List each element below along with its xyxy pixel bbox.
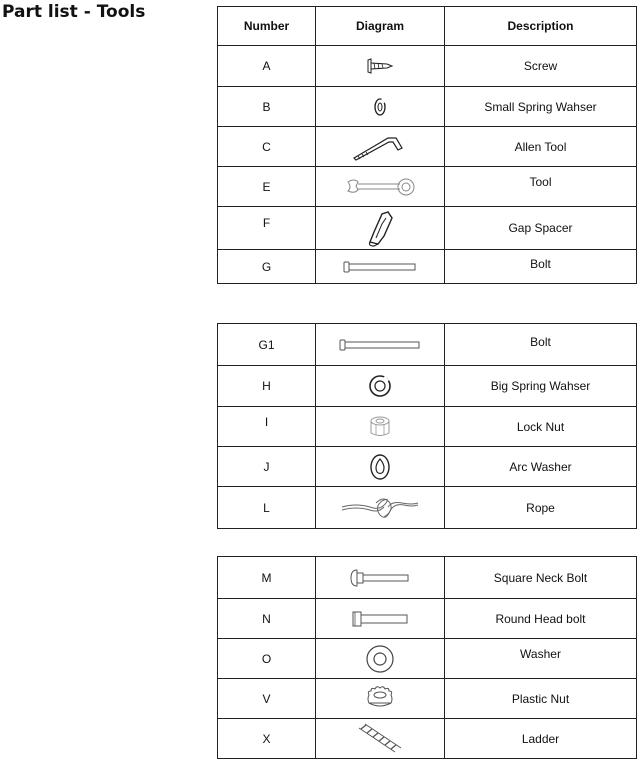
part-diagram: [316, 127, 445, 167]
part-diagram: [316, 599, 445, 639]
part-description: Big Spring Wahser: [445, 366, 637, 407]
part-number: N: [218, 599, 316, 639]
table-row: [218, 87, 637, 127]
part-number: L: [218, 487, 316, 529]
part-number: C: [218, 127, 316, 167]
part-diagram: [316, 167, 445, 207]
table-row: [218, 407, 637, 447]
part-diagram: [316, 719, 445, 759]
plastic-nut-icon: [316, 683, 444, 715]
part-number: H: [218, 366, 316, 407]
table-row: [218, 599, 637, 639]
part-description: Gap Spacer: [445, 207, 637, 250]
bolt-icon: [316, 259, 444, 275]
screw-icon: [316, 55, 444, 77]
part-description: Plastic Nut: [445, 679, 637, 719]
table-row: [218, 447, 637, 487]
part-number: I: [218, 407, 316, 447]
parts-table-3: [217, 556, 637, 759]
big-spring-washer-icon: [316, 372, 444, 400]
part-diagram: [316, 487, 445, 529]
part-description: Ladder: [445, 719, 637, 759]
washer-icon: [316, 643, 444, 675]
part-diagram: [316, 639, 445, 679]
bolt-icon: [316, 337, 444, 353]
table-row: [218, 557, 637, 599]
header-description: Description: [445, 7, 637, 46]
part-description: Round Head bolt: [445, 599, 637, 639]
header-diagram: Diagram: [316, 7, 445, 46]
part-diagram: [316, 366, 445, 407]
arc-washer-icon: [316, 452, 444, 482]
allen-tool-icon: [316, 132, 444, 162]
table-row: [218, 487, 637, 529]
table-row: [218, 366, 637, 407]
table-row: [218, 167, 637, 207]
wrench-tool-icon: [316, 176, 444, 198]
table-row: [218, 719, 637, 759]
part-description: Washer: [445, 639, 637, 679]
part-number: B: [218, 87, 316, 127]
table-row: [218, 250, 637, 284]
part-description: Screw: [445, 46, 637, 87]
gap-spacer-icon: [316, 208, 444, 248]
part-description: Allen Tool: [445, 127, 637, 167]
ladder-icon: [316, 722, 444, 756]
part-diagram: [316, 407, 445, 447]
lock-nut-icon: [316, 413, 444, 441]
parts-table-2: [217, 323, 637, 529]
header-number: Number: [218, 7, 316, 46]
small-spring-washer-icon: [316, 95, 444, 119]
part-description: Small Spring Wahser: [445, 87, 637, 127]
part-diagram: [316, 87, 445, 127]
part-number: M: [218, 557, 316, 599]
table-header-row: [218, 7, 637, 46]
table-row: [218, 46, 637, 87]
part-description: Lock Nut: [445, 407, 637, 447]
page-title: Part list - Tools: [2, 2, 146, 22]
rope-icon: [316, 493, 444, 523]
part-number: A: [218, 46, 316, 87]
part-number: E: [218, 167, 316, 207]
part-number: J: [218, 447, 316, 487]
part-number: G: [218, 250, 316, 284]
part-description: Rope: [445, 487, 637, 529]
part-number: V: [218, 679, 316, 719]
table-row: [218, 207, 637, 250]
part-number: G1: [218, 324, 316, 366]
table-row: [218, 679, 637, 719]
part-diagram: [316, 447, 445, 487]
part-description: Square Neck Bolt: [445, 557, 637, 599]
part-number: F: [218, 207, 316, 250]
square-neck-bolt-icon: [316, 568, 444, 588]
part-description: Tool: [445, 167, 637, 207]
table-row: [218, 324, 637, 366]
part-diagram: [316, 207, 445, 250]
part-diagram: [316, 250, 445, 284]
parts-table-1: [217, 6, 637, 284]
part-description: Arc Washer: [445, 447, 637, 487]
part-diagram: [316, 557, 445, 599]
part-description: Bolt: [445, 250, 637, 284]
part-number: X: [218, 719, 316, 759]
table-row: [218, 639, 637, 679]
part-diagram: [316, 46, 445, 87]
part-diagram: [316, 324, 445, 366]
table-row: [218, 127, 637, 167]
part-description: Bolt: [445, 324, 637, 366]
part-number: O: [218, 639, 316, 679]
part-diagram: [316, 679, 445, 719]
round-head-bolt-icon: [316, 609, 444, 629]
